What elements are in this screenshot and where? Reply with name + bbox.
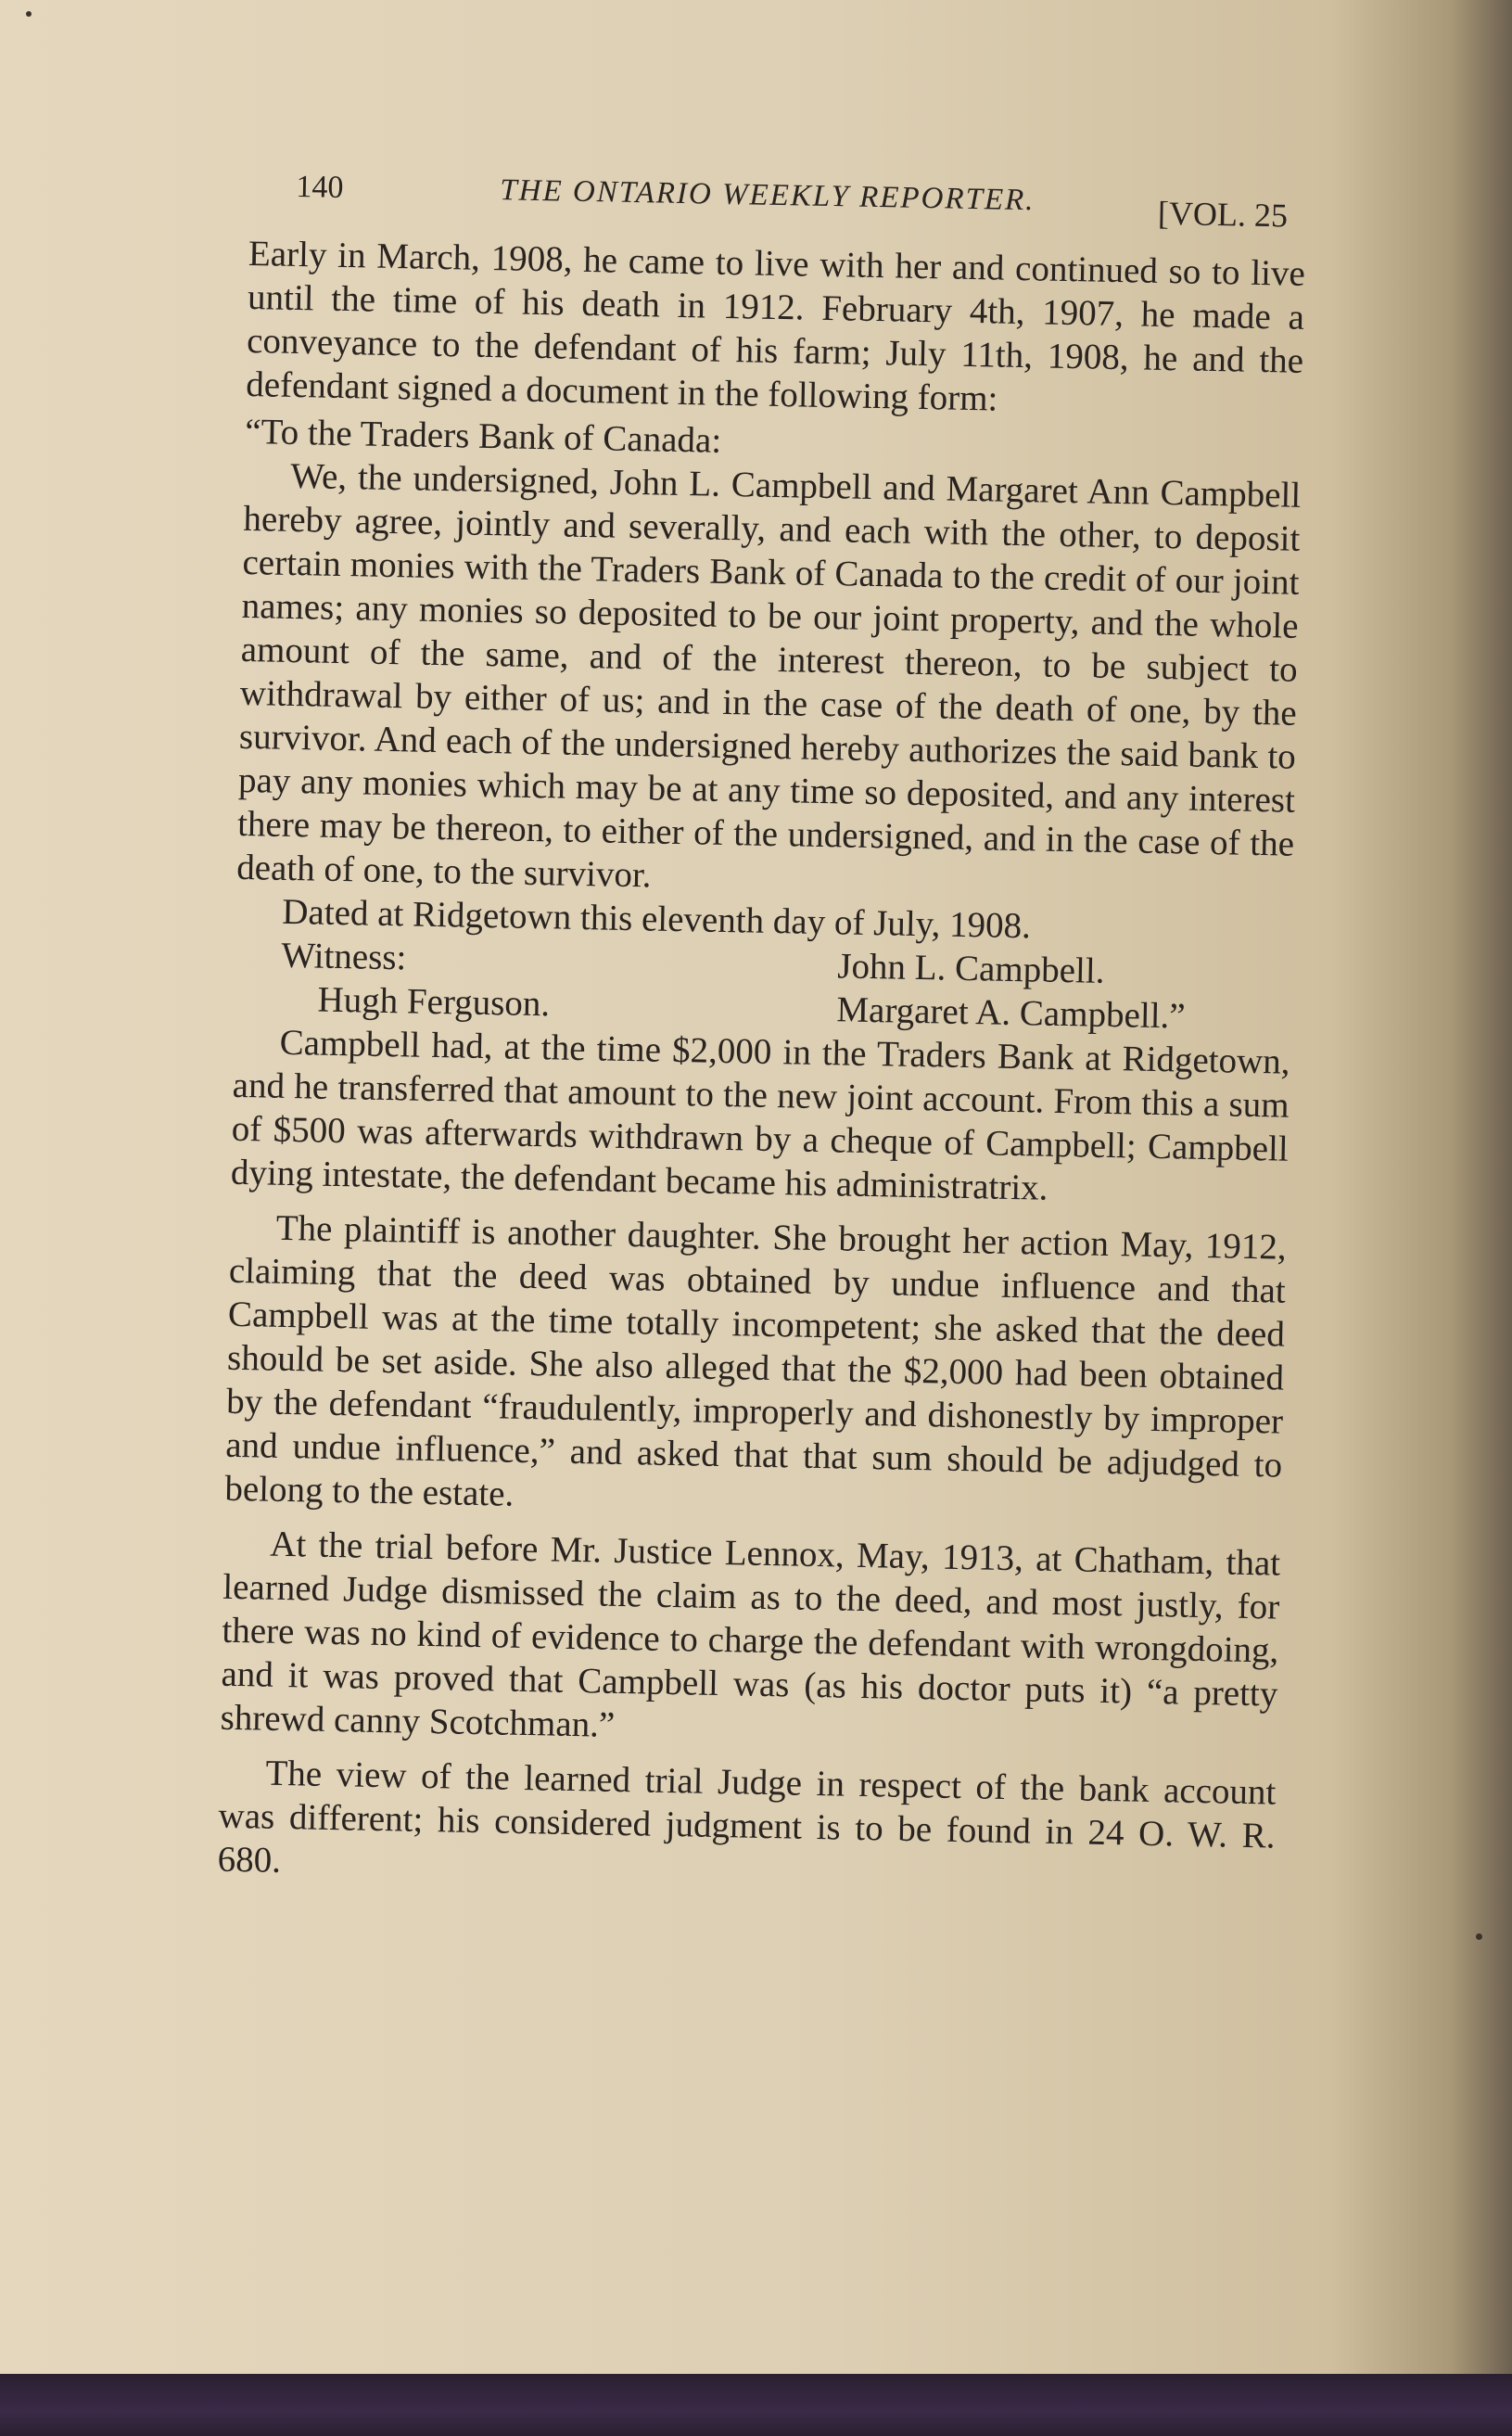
witness-name: Hugh Ferguson. <box>317 979 551 1025</box>
ink-speck <box>26 11 32 17</box>
ink-speck <box>1476 1933 1482 1940</box>
background-edge <box>0 2374 1512 2436</box>
paragraph-campbell-account: Campbell had, at the time $2,000 in the Traders Bank at Ridgetown, and he transferred that amount to the new joint account. From this a sum of $500 was afterwards withdrawn by a cheque of Campbell; Campbell dying intestate, the defendant became his administratrix. <box>230 1022 1290 1208</box>
volume-label: [VOL. 25 <box>1157 194 1289 235</box>
paragraph-bank-view: The view of the learned trial Judge in respect of the bank account was different; his considered judgment is to be found in 24 O. W. R. 680. <box>217 1753 1277 1881</box>
running-title: THE ONTARIO WEEKLY REPORTER. <box>500 173 1036 218</box>
signature-margaret: Margaret A. Campbell.” <box>836 989 1187 1037</box>
quote-salutation: “To the Traders Bank of Canada: <box>244 411 722 461</box>
paragraph-intro: Early in March, 1908, he came to live with her and continued so to live until the time of his death in 1912. February 4th, 1907, he made a conveyance to the defendant of his farm; July 11th, 1908, he and the defendant signed a document in the following form: <box>245 233 1306 419</box>
signature-john: John L. Campbell. <box>836 946 1105 991</box>
page-number: 140 <box>296 169 344 205</box>
witness-label: Witness: <box>281 935 407 978</box>
paragraph-trial: At the trial before Mr. Justice Lennox, May, 1913, at Chatham, that learned Judge dismissed the claim as to the deed, and most justly, for there was no kind of evidence to charge the defendant with wrongdoing, and it was proved that Campbell was (as his doctor puts it) “a pretty shrewd canny Scotchman.” <box>220 1524 1281 1745</box>
page-content <box>217 158 1306 1902</box>
paragraph-plaintiff: The plaintiff is another daughter. She brought her action May, 1912, claiming that the deed was obtained by undue influence and that Campbell was at the time totally incompetent; she asked that the deed should be set aside. She also alleged that the $2,000 had been obtained by the defendant “fraudulently, improperly and dishonestly by improper and undue influence,” and asked that that sum should be adjudged to belong to the estate. <box>224 1207 1288 1514</box>
quote-agreement: We, the undersigned, John L. Campbell and Margaret Ann Campbell hereby agree, jointly and severally, and each with the other, to deposit certain monies with the Traders Bank of Canada to the credit of our joint names; any monies so deposited to be our joint property, and the whole amount of the same, and of the interest thereon, to be subject to withdrawal by either of us; and in the case of the death of one, by the survivor. And each of the undersigned hereby authorizes the said bank to pay any monies which may be at any time so deposited, and any interest there may be thereon, to either of the undersigned, and in the case of the death of one, to the survivor. <box>235 455 1302 896</box>
body-text <box>217 232 1305 1902</box>
quote-dated-line: Dated at Ridgetown this eleventh day of July, 1908. <box>281 891 1032 947</box>
